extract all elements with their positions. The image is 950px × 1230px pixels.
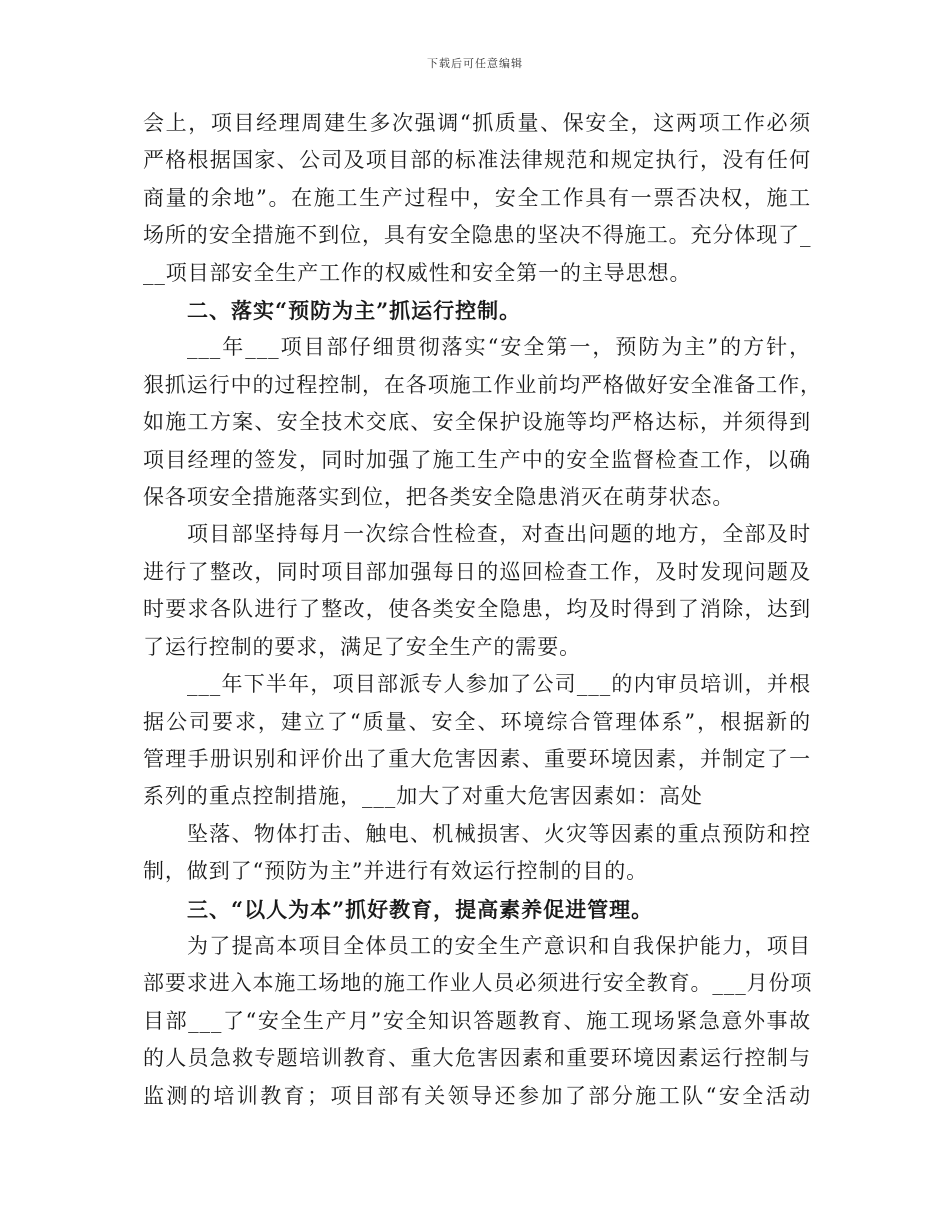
text-line: 保各项安全措施落实到位，把各类安全隐患消灭在萌芽状态。 xyxy=(143,485,735,510)
text-line: 制，做到了“预防为主”并进行有效运行控制的目的。 xyxy=(143,859,649,884)
page-header: 下载后可任意编辑 xyxy=(427,57,523,70)
text-line: 会上，项目经理周建生多次强调“抓质量、保安全，这两项工作必须 xyxy=(143,111,811,135)
document-body xyxy=(143,105,822,1115)
text-line: 狠抓运行中的过程控制，在各项施工作业前均严格做好安全准备工作， xyxy=(143,372,822,397)
section-heading: 三、“以人为本”抓好教育，提高素养促进管理。 xyxy=(187,896,654,922)
text-line: 商量的余地”。在施工生产过程中，安全工作具有一票否决权，施工 xyxy=(143,185,811,210)
text-line: 系列的重点控制措施，___加大了对重大危害因素如：高处 xyxy=(143,784,703,809)
text-line: 管理手册识别和评价出了重大危害因素、重要环境因素，并制定了一 xyxy=(143,746,811,771)
text-line: 严格根据国家、公司及项目部的标准法律规范和规定执行，没有任何 xyxy=(143,148,811,173)
text-line: ___年___项目部仔细贯彻落实“安全第一，预防为主”的方针， xyxy=(187,335,811,360)
text-line: 为了提高本项目全体员工的安全生产意识和自我保护能力，项目 xyxy=(187,933,811,958)
section-heading: 二、落实“预防为主”抓运行控制。 xyxy=(187,298,522,324)
text-line: 坠落、物体打击、触电、机械损害、火灾等因素的重点预防和控 xyxy=(187,821,811,846)
text-line: ___年下半年，项目部派专人参加了公司___的内审员培训，并根 xyxy=(187,672,811,697)
text-line: 监测的培训教育；项目部有关领导还参加了部分施工队“安全活动 xyxy=(143,1083,811,1108)
text-line: 项目部坚持每月一次综合性检查，对查出问题的地方，全部及时 xyxy=(187,522,811,547)
text-line: 进行了整改，同时项目部加强每日的巡回检查工作，及时发现问题及 xyxy=(143,559,811,584)
text-line: 项目经理的签发，同时加强了施工生产中的安全监督检查工作，以确 xyxy=(143,447,811,472)
text-line: 据公司要求，建立了“质量、安全、环境综合管理体系”，根据新的 xyxy=(143,709,811,734)
text-line: 了运行控制的要求，满足了安全生产的需要。 xyxy=(143,634,581,659)
text-line: __项目部安全生产工作的权威性和安全第一的主导思想。 xyxy=(143,260,692,285)
text-line: 的人员急救专题培训教育、重大危害因素和重要环境因素运行控制与 xyxy=(143,1046,811,1071)
text-line: 如施工方案、安全技术交底、安全保护设施等均严格达标，并须得到 xyxy=(143,410,811,435)
text-line: 部要求进入本施工场地的施工作业人员必须进行安全教育。___月份项 xyxy=(143,971,813,996)
text-line: 场所的安全措施不到位，具有安全隐患的坚决不得施工。充分体现了_ xyxy=(143,223,812,248)
text-line: 时要求各队进行了整改，使各类安全隐患，均及时得到了消除，达到 xyxy=(143,597,811,622)
text-line: 目部___了“安全生产月”安全知识答题教育、施工现场紧急意外事故 xyxy=(143,1008,811,1033)
